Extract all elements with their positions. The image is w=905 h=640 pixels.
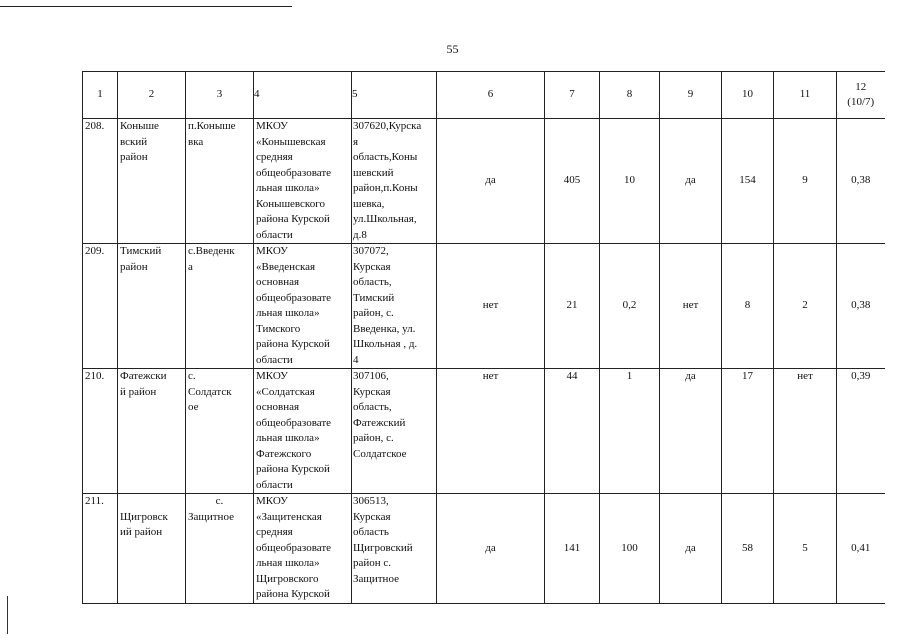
address-cell-line: Фатежский <box>353 416 406 429</box>
school-name-cell-line: льная школа» <box>256 557 320 569</box>
school-name-cell-line: района Курской <box>256 338 330 350</box>
cell-col9: нет <box>660 244 722 369</box>
district-cell-line: вский <box>120 135 148 148</box>
address-cell-line: 306513, <box>353 495 389 507</box>
cell-col12: 0,39 <box>837 369 885 494</box>
school-name-cell-line: Тимского <box>256 322 301 335</box>
header-ratio-line2: (10/7) <box>847 96 875 108</box>
header-row <box>83 72 885 119</box>
address-cell-line: район, с. <box>353 432 394 444</box>
cell-col11: 2 <box>774 244 837 369</box>
table-row <box>83 119 885 244</box>
address-cell-line: 307620,Курска <box>353 120 422 132</box>
address-cell-line: Школьная , д. <box>353 338 418 350</box>
school-name-cell-line: МКОУ <box>256 370 288 382</box>
district-cell <box>118 494 186 604</box>
cell-col9: да <box>660 369 722 494</box>
locality-cell-line: а <box>188 260 193 273</box>
school-name-cell <box>254 369 352 494</box>
school-name-cell-line: района Курской <box>256 588 330 600</box>
address-cell-line: область <box>353 526 389 538</box>
school-name-cell <box>254 244 352 369</box>
cell-col12: 0,38 <box>837 119 885 244</box>
district-cell-line: район <box>120 151 148 163</box>
district-cell-line: ий район <box>120 526 163 538</box>
header-cell: 1 <box>83 72 118 119</box>
district-cell-line: район <box>120 260 148 273</box>
cell-col11: 5 <box>774 494 837 604</box>
cell-col10: 58 <box>722 494 774 604</box>
header-cell: 3 <box>186 72 254 119</box>
row-number: 210. <box>83 369 118 494</box>
address-cell-line: Защитное <box>353 572 399 585</box>
school-name-cell-line: «Введенская <box>256 260 316 273</box>
cell-col8: 100 <box>600 494 660 604</box>
row-number: 211. <box>83 494 118 604</box>
cell-col7: 44 <box>545 369 600 494</box>
district-cell-line: Коныше <box>120 120 159 132</box>
school-name-cell-line: района Курской <box>256 463 330 475</box>
table-row <box>83 369 885 494</box>
locality-cell-line: с. <box>188 370 196 382</box>
school-name-cell-line: Щигровского <box>256 572 319 585</box>
header-cell: 5 <box>352 72 437 119</box>
address-cell-line: Тимский <box>353 291 395 304</box>
schools-table <box>82 71 885 604</box>
spacer <box>120 494 183 510</box>
school-name-cell-line: льная школа» <box>256 307 320 319</box>
address-cell-line: 4 <box>353 353 359 366</box>
cell-col12: 0,41 <box>837 494 885 604</box>
cell-col6: да <box>437 494 545 604</box>
header-cell: 8 <box>600 72 660 119</box>
header-cell: 2 <box>118 72 186 119</box>
district-cell-line: Фатежски <box>120 370 167 382</box>
cell-col6: нет <box>437 244 545 369</box>
cell-col9: да <box>660 494 722 604</box>
school-name-cell-line: основная <box>256 401 300 413</box>
school-name-cell-line: области <box>256 228 293 241</box>
address-cell-line: я <box>353 135 359 148</box>
address-cell-line: 307106, <box>353 370 389 382</box>
top-rule <box>0 6 292 7</box>
table-row <box>83 244 885 369</box>
address-cell-line: район с. <box>353 557 392 569</box>
header-cell: 9 <box>660 72 722 119</box>
school-name-cell-line: Фатежского <box>256 447 312 460</box>
cell-col11: нет <box>774 369 837 494</box>
address-cell-line: район, с. <box>353 307 394 319</box>
address-cell-line: область,Коны <box>353 151 418 163</box>
margin-mark <box>7 596 8 634</box>
header-cell: 6 <box>437 72 545 119</box>
school-name-cell-line: МКОУ <box>256 245 288 257</box>
locality-cell-line: вка <box>188 135 204 148</box>
address-cell <box>352 494 437 604</box>
address-cell-line: Солдатское <box>353 447 407 460</box>
address-cell-line: Введенка, ул. <box>353 322 416 335</box>
address-cell-line: шевский <box>353 166 394 179</box>
address-cell <box>352 244 437 369</box>
address-cell-line: район,п.Коны <box>353 182 418 194</box>
address-cell <box>352 369 437 494</box>
school-name-cell-line: средняя <box>256 526 293 538</box>
header-cell-ratio <box>837 72 885 119</box>
cell-col7: 141 <box>545 494 600 604</box>
address-cell-line: область, <box>353 276 392 288</box>
header-cell: 11 <box>774 72 837 119</box>
header-ratio-line1: 12 <box>855 81 867 93</box>
locality-cell-line: с. <box>215 495 224 507</box>
cell-col12: 0,38 <box>837 244 885 369</box>
address-cell-line: д.8 <box>353 228 367 241</box>
school-name-cell-line: средняя <box>256 151 293 163</box>
school-name-cell-line: общеобразовате <box>256 166 332 179</box>
school-name-cell-line: общеобразовате <box>256 541 332 554</box>
school-name-cell-line: льная школа» <box>256 182 320 194</box>
school-name-cell-line: основная <box>256 276 300 288</box>
cell-col11: 9 <box>774 119 837 244</box>
locality-cell <box>186 494 254 604</box>
school-name-cell-line: общеобразовате <box>256 416 332 429</box>
locality-cell-line: с.Введенк <box>188 245 235 257</box>
locality-cell <box>186 119 254 244</box>
cell-col9: да <box>660 119 722 244</box>
school-name-cell-line: общеобразовате <box>256 291 332 304</box>
locality-cell-line: Защитное <box>188 510 234 523</box>
school-name-cell <box>254 119 352 244</box>
cell-col8: 1 <box>600 369 660 494</box>
district-cell <box>118 369 186 494</box>
table-row <box>83 494 885 604</box>
locality-cell-line: ое <box>188 401 199 413</box>
header-cell: 4 <box>254 72 352 119</box>
school-name-cell-line: области <box>256 478 293 491</box>
district-cell-line: й район <box>120 385 157 398</box>
locality-cell-line: Солдатск <box>188 385 232 398</box>
cell-col8: 10 <box>600 119 660 244</box>
header-cell: 7 <box>545 72 600 119</box>
address-cell-line: 307072, <box>353 245 389 257</box>
district-cell <box>118 119 186 244</box>
school-name-cell-line: «Солдатская <box>256 385 315 398</box>
locality-cell <box>186 244 254 369</box>
locality-cell <box>186 369 254 494</box>
school-name-cell-line: района Курской <box>256 213 330 225</box>
district-cell-line: Щигровск <box>120 510 168 523</box>
cell-col10: 154 <box>722 119 774 244</box>
cell-col7: 21 <box>545 244 600 369</box>
address-cell-line: шевка, <box>353 197 385 210</box>
cell-col8: 0,2 <box>600 244 660 369</box>
address-cell-line: Курская <box>353 260 391 273</box>
school-name-cell-line: «Конышевская <box>256 135 326 148</box>
school-name-cell-line: МКОУ <box>256 495 288 507</box>
row-number: 208. <box>83 119 118 244</box>
cell-col10: 8 <box>722 244 774 369</box>
school-name-cell-line: области <box>256 353 293 366</box>
address-cell-line: Курская <box>353 385 391 398</box>
school-name-cell-line: льная школа» <box>256 432 320 444</box>
address-cell-line: ул.Школьная, <box>353 213 417 225</box>
row-number: 209. <box>83 244 118 369</box>
locality-cell-line: п.Коныше <box>188 120 236 132</box>
header-cell: 10 <box>722 72 774 119</box>
cell-col10: 17 <box>722 369 774 494</box>
address-cell-line: область, <box>353 401 392 413</box>
cell-col6: нет <box>437 369 545 494</box>
cell-col6: да <box>437 119 545 244</box>
school-name-cell-line: МКОУ <box>256 120 288 132</box>
district-cell-line: Тимский <box>120 245 162 257</box>
school-name-cell-line: Конышевского <box>256 197 325 210</box>
school-name-cell-line: «Защитенская <box>256 510 322 523</box>
address-cell-line: Курская <box>353 510 391 523</box>
address-cell-line: Щигровский <box>353 541 413 554</box>
school-name-cell <box>254 494 352 604</box>
cell-col7: 405 <box>545 119 600 244</box>
address-cell <box>352 119 437 244</box>
district-cell <box>118 244 186 369</box>
page-number: 55 <box>446 42 459 56</box>
